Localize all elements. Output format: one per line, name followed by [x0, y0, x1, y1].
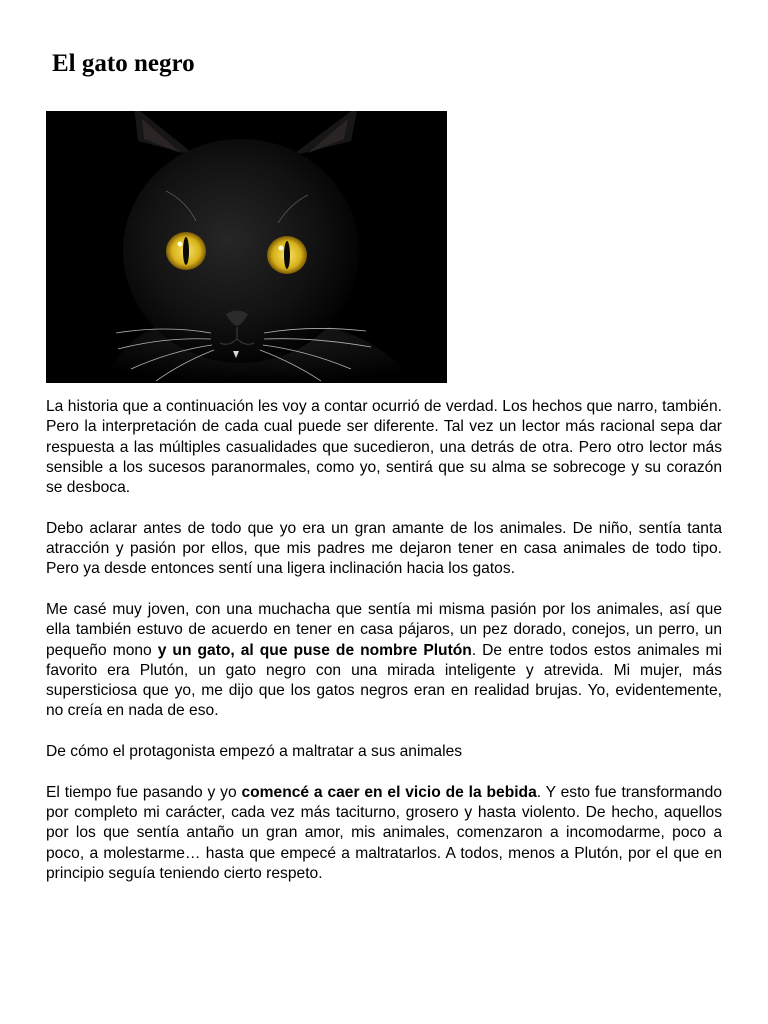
article-body: [46, 397, 722, 904]
black-cat-image: [46, 111, 447, 383]
text-run: La historia que a continuación les voy a contar ocurrió de verdad. Los hechos que narro, también. Pero la interpretación de cada cual puede ser diferente. Tal vez un lector más racional sepa dar respuesta a las múltiples casualidades que sucedieron, una detrás de otra. Pero otro lector más sensible a los sucesos paranormales, como yo, sentirá que su alma se sobrecoge y su corazón se desboca.: [46, 398, 722, 497]
paragraph: [46, 519, 722, 580]
text-run: El tiempo fue pasando y yo: [46, 783, 242, 801]
paragraph: [46, 783, 722, 884]
section-heading: [46, 742, 722, 762]
text-run: Debo aclarar antes de todo que yo era un gran amante de los animales. De niño, sentía tanta atracción y pasión por ellos, que mis padres me dejaron tener en casa animales de todo tipo. Pero ya desde entonces sentí una ligera inclinación hacia los gatos.: [46, 519, 722, 578]
black-cat-icon: [46, 111, 447, 383]
bold-text: comencé a caer en el vicio de la bebida: [241, 783, 537, 801]
document-title: El gato negro: [52, 50, 195, 77]
text-run: De cómo el protagonista empezó a maltratar a sus animales: [46, 743, 463, 761]
text-run: Me casé muy joven, con una muchacha que sentía mi misma pasión por los animales, así que ella también estuvo de acuerdo en tener en casa pájaros, un pez dorado, conejos, un perro, un pequeño mono: [46, 600, 722, 659]
bold-text: y un gato, al que puse de nombre Plutón: [157, 641, 472, 659]
text-run: . Y esto fue transformando por completo mi carácter, cada vez más taciturno, grosero y hasta violento. De hecho, aquellos por los que sentía antaño un gran amor, mis animales, comenzaron a incomodarme, poco a poco, a molestarme… hasta que empecé a maltratarlos. A todos, menos a Plutón, por el que en principio seguía teniendo cierto respeto.: [46, 783, 722, 882]
paragraph: [46, 600, 722, 722]
paragraph: [46, 397, 722, 498]
text-run: . De entre todos estos animales mi favorito era Plutón, un gato negro con una mirada inteligente y atrevida. Mi mujer, más supersticiosa que yo, me dijo que los gatos negros eran en realidad brujas. Yo, evidentemente, no creía en nada de eso.: [46, 641, 722, 720]
